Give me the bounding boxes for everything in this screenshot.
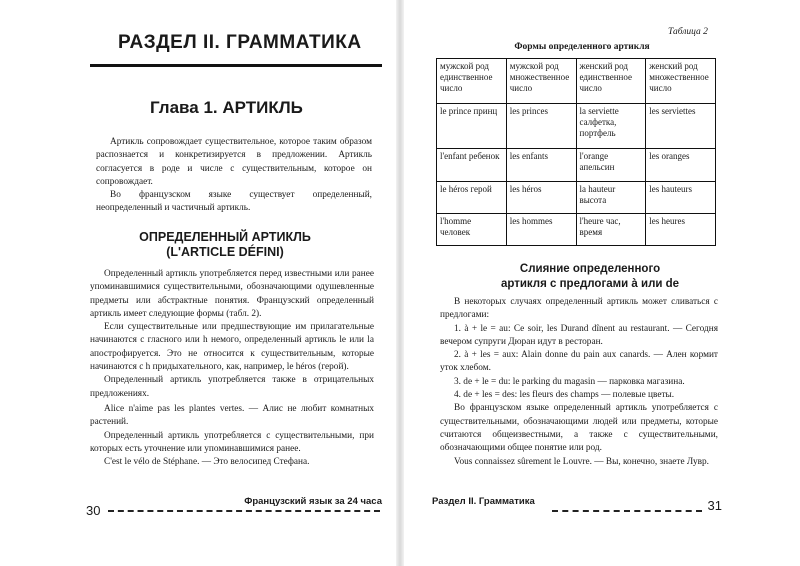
intro-text bbox=[96, 136, 372, 216]
table-row bbox=[437, 149, 716, 181]
example: C'est le vélo de Stéphane. — Это велосипед Стефана. bbox=[104, 457, 310, 468]
table-row bbox=[437, 104, 716, 149]
running-title: Раздел II. Грамматика bbox=[432, 496, 535, 507]
paragraph: Во французском языке определенный артикль употребляется с существительными, обозначающими людей или предметы, которые считаются общеизвестными, а также с существительными, обозначающими общее понятие или род. bbox=[440, 403, 718, 454]
table-cell: les serviettes bbox=[646, 104, 716, 149]
running-title: Французский язык за 24 часа bbox=[244, 496, 382, 507]
example: Vous connaissez sûrement le Louvre. — Вы, конечно, знаете Лувр. bbox=[454, 456, 710, 467]
list-item: 3. de + le = du: le parking du magasin — парковка магазина. bbox=[454, 376, 685, 387]
footer-rule bbox=[108, 510, 380, 512]
footer bbox=[86, 496, 386, 520]
table-caption: Формы определенного артикля bbox=[514, 42, 650, 52]
paragraph: Во французском языке существует определенный, неопределенный и частичный артикль. bbox=[96, 190, 372, 214]
paragraph: Артикль сопровождает существительное, которое таким образом распознается и конкретизируется в предложении. Артикль согласуется в роде и числе с существительным, которое он сопровождает. bbox=[96, 137, 372, 187]
page-number: 30 bbox=[86, 503, 101, 518]
header-cell: женский род множественное число bbox=[646, 59, 716, 104]
table-row bbox=[437, 213, 716, 245]
table-cell: les oranges bbox=[646, 149, 716, 181]
subheading-line: артикля с предлогами à или de bbox=[500, 278, 680, 290]
table-cell: les hauteurs bbox=[646, 181, 716, 213]
table-cell: le héros герой bbox=[437, 181, 507, 213]
table-cell: l'enfant ребенок bbox=[437, 149, 507, 181]
example: Alice n'aime pas les plantes vertes. — Алис не любит комнатных растений. bbox=[90, 403, 374, 428]
body-text bbox=[90, 268, 374, 469]
table-cell: l'homme человек bbox=[437, 213, 507, 245]
table-cell: la serviette салфетка, портфель bbox=[576, 104, 646, 149]
subheading-contraction bbox=[470, 262, 710, 292]
header-cell: мужской род единственное число bbox=[437, 59, 507, 104]
paragraph: Определенный артикль употребляется также в отрицательных предложениях. bbox=[90, 375, 374, 399]
paragraph: Если существительные или предшествующие им прилагательные начинаются с гласного или h немого, определенный артикль le или la апострофируется. Это не относится к существительным, которые начинаются с h придыхательного, как, например, le héros (герой). bbox=[90, 322, 374, 373]
chapter-title: Глава 1. АРТИКЛЬ bbox=[150, 98, 303, 117]
header-cell: женский род единственное число bbox=[576, 59, 646, 104]
table-header-row bbox=[437, 59, 716, 104]
list-item: 2. à + les = aux: Alain donne du pain aux canards. — Ален кормит уток хлебом. bbox=[440, 350, 718, 374]
table-row bbox=[437, 181, 716, 213]
paragraph: Определенный артикль употребляется перед известными или ранее упоминавшимися существительными, обозначающими одушевленные предметы или абстрактные понятия. Французский определенный артикль имеет следующие формы (табл. 2). bbox=[90, 269, 374, 319]
table-cell: la hauteur высота bbox=[576, 181, 646, 213]
footer-rule bbox=[552, 510, 702, 512]
list-item: 4. de + les = des: les fleurs des champs — полевые цветы. bbox=[454, 390, 675, 401]
table-cell: le prince принц bbox=[437, 104, 507, 149]
table-cell: les héros bbox=[506, 181, 576, 213]
table-cell: les heures bbox=[646, 213, 716, 245]
article-forms-table bbox=[436, 58, 716, 246]
table-cell: l'orange апельсин bbox=[576, 149, 646, 181]
title-rule bbox=[90, 64, 382, 67]
right-body-text bbox=[440, 296, 718, 469]
paragraph: В некоторых случаях определенный артикль может сливаться с предлогами: bbox=[440, 297, 718, 321]
section-title: РАЗДЕЛ II. ГРАММАТИКА bbox=[118, 32, 362, 53]
page-number: 31 bbox=[707, 498, 722, 513]
table-cell: les princes bbox=[506, 104, 576, 149]
list-item: 1. à + le = au: Ce soir, les Durand dînent au restaurant. — Сегодня вечером супруги Дюран идут в ресторан. bbox=[440, 323, 718, 347]
subheading-line: ОПРЕДЕЛЕННЫЙ АРТИКЛЬ bbox=[139, 230, 311, 244]
table-cell: l'heure час, время bbox=[576, 213, 646, 245]
subheading-line: Слияние определенного bbox=[519, 263, 661, 275]
header-cell: мужской род множественное число bbox=[506, 59, 576, 104]
footer bbox=[432, 496, 722, 520]
paragraph: Определенный артикль употребляется с существительными, при которых есть уточнение или упоминавшимися ранее. bbox=[90, 430, 374, 454]
table-label: Таблица 2 bbox=[668, 27, 708, 37]
subheading-definite-article bbox=[110, 230, 340, 260]
table-cell: les enfants bbox=[506, 149, 576, 181]
subheading-line: (L'ARTICLE DÉFINI) bbox=[166, 245, 284, 259]
table-cell: les hommes bbox=[506, 213, 576, 245]
